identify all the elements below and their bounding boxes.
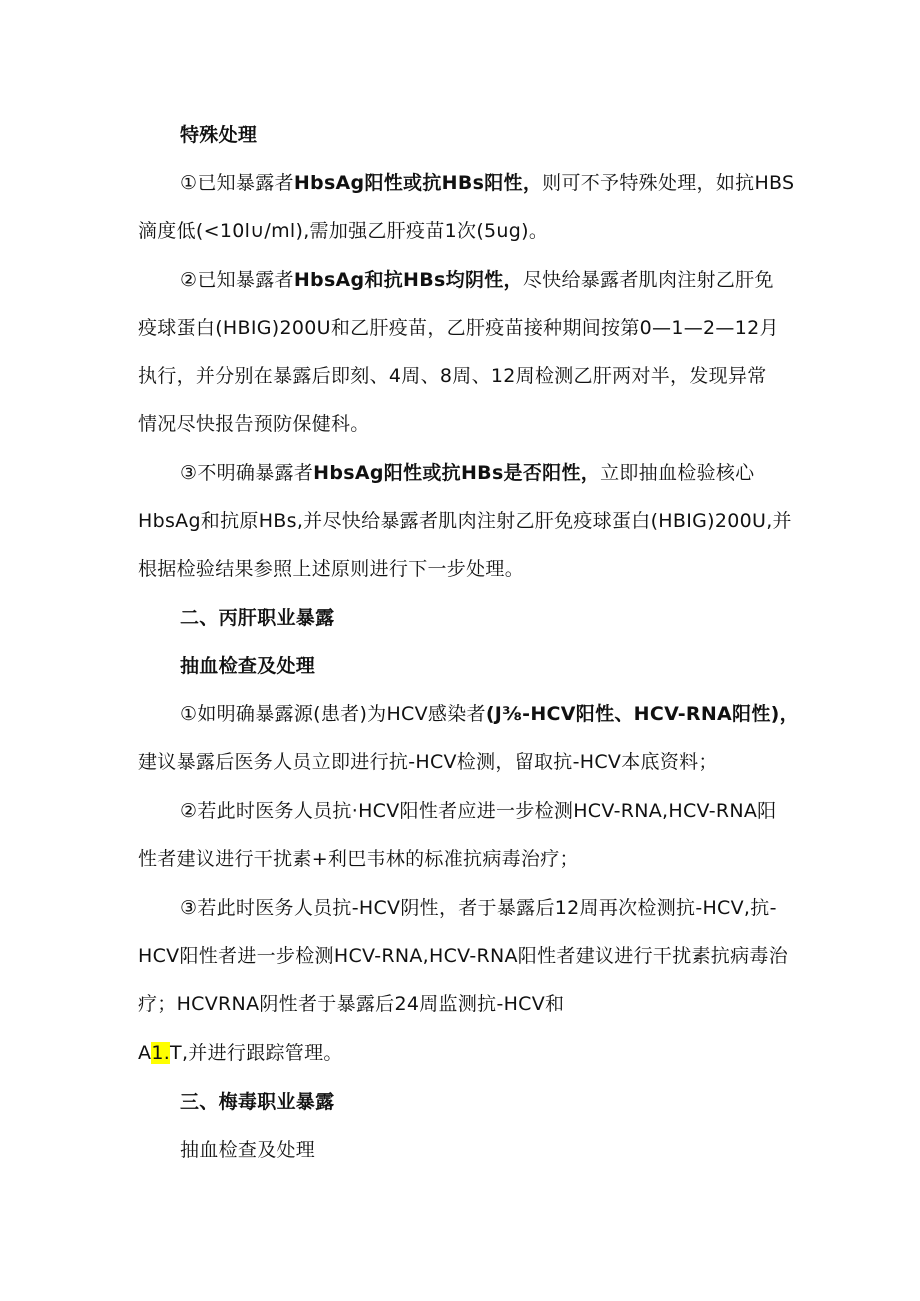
paragraph-1-line-1 [180, 171, 794, 195]
paragraph-2-line-3: 执行，并分别在暴露后即刻、4周、8周、12周检测乙肝两对半，发现异常 [138, 365, 767, 387]
text: ①已知暴露者 [180, 172, 294, 194]
paragraph-2-line-2: 疫球蛋白(HBIG)200U和乙肝疫苗，乙肝疫苗接种期间按第0—1—2—12月 [138, 317, 779, 339]
paragraph-6-line-2: HCV阳性者进一步检测HCV-RNA,HCV-RNA阳性者建议进行干扰素抗病毒治 [138, 945, 789, 967]
paragraph-1-line-2: 滴度低(<10l∪∕ml),需加强乙肝疫苗1次(5ug)。 [138, 220, 549, 242]
paragraph-3-line-1 [180, 461, 754, 485]
paragraph-2-line-1 [180, 268, 774, 292]
text: 立即抽血检验核心 [600, 462, 755, 484]
bold-text: HbsAg阳性或抗HBs阳性， [293, 172, 543, 194]
text: 尽快给暴露者肌肉注射乙肝免 [522, 269, 774, 291]
text: 则可不予特殊处理，如抗HBS [542, 172, 795, 194]
paragraph-2-line-4: 情况尽快报告预防保健科。 [138, 413, 370, 435]
heading-syphilis-exposure: 三、梅毒职业暴露 [180, 1091, 335, 1113]
paragraph-4-line-1 [180, 702, 799, 726]
paragraph-6-line-1: ③若此时医务人员抗-HCV阴性，者于暴露后12周再次检测抗-HCV,抗- [180, 897, 777, 919]
highlighted-text: 1. [151, 1042, 171, 1064]
text: ①如明确暴露源(患者)为HCV感染者 [180, 703, 486, 725]
text: ②已知暴露者 [180, 269, 294, 291]
heading-syphilis-blood-test: 抽血检查及处理 [180, 1139, 316, 1161]
bold-text: (J⅜-HCV阳性、HCV-RNA阳性)， [485, 703, 799, 725]
text: A [138, 1042, 152, 1064]
paragraph-6-line-3: 疗；HCVRNA阴性者于暴露后24周监测抗-HCV和 [138, 993, 565, 1015]
paragraph-3-line-3: 根据检验结果参照上述原则进行下一步处理。 [138, 558, 525, 580]
bold-text: HbsAg阳性或抗HBs是否阳性， [313, 462, 601, 484]
paragraph-6-line-4 [138, 1041, 343, 1065]
heading-hcv-blood-test: 抽血检查及处理 [180, 655, 316, 677]
bold-text: HbsAg和抗HBs均阴性， [293, 269, 523, 291]
paragraph-5-line-2: 性者建议进行干扰素+利巴韦林的标准抗病毒治疗； [138, 848, 579, 870]
heading-special-treatment: 特殊处理 [180, 124, 258, 146]
paragraph-4-line-2: 建议暴露后医务人员立即进行抗-HCV检测，留取抗-HCV本底资料； [138, 751, 718, 773]
text: T,并进行跟踪管理。 [170, 1042, 343, 1064]
paragraph-5-line-1: ②若此时医务人员抗·HCV阳性者应进一步检测HCV-RNA,HCV-RNA阳 [180, 800, 777, 822]
paragraph-3-line-2: HbsAg和抗原HBs,并尽快给暴露者肌肉注射乙肝免疫球蛋白(HBIG)200U,并 [138, 510, 792, 532]
text: ③不明确暴露者 [180, 462, 314, 484]
heading-hcv-exposure: 二、丙肝职业暴露 [180, 607, 335, 629]
